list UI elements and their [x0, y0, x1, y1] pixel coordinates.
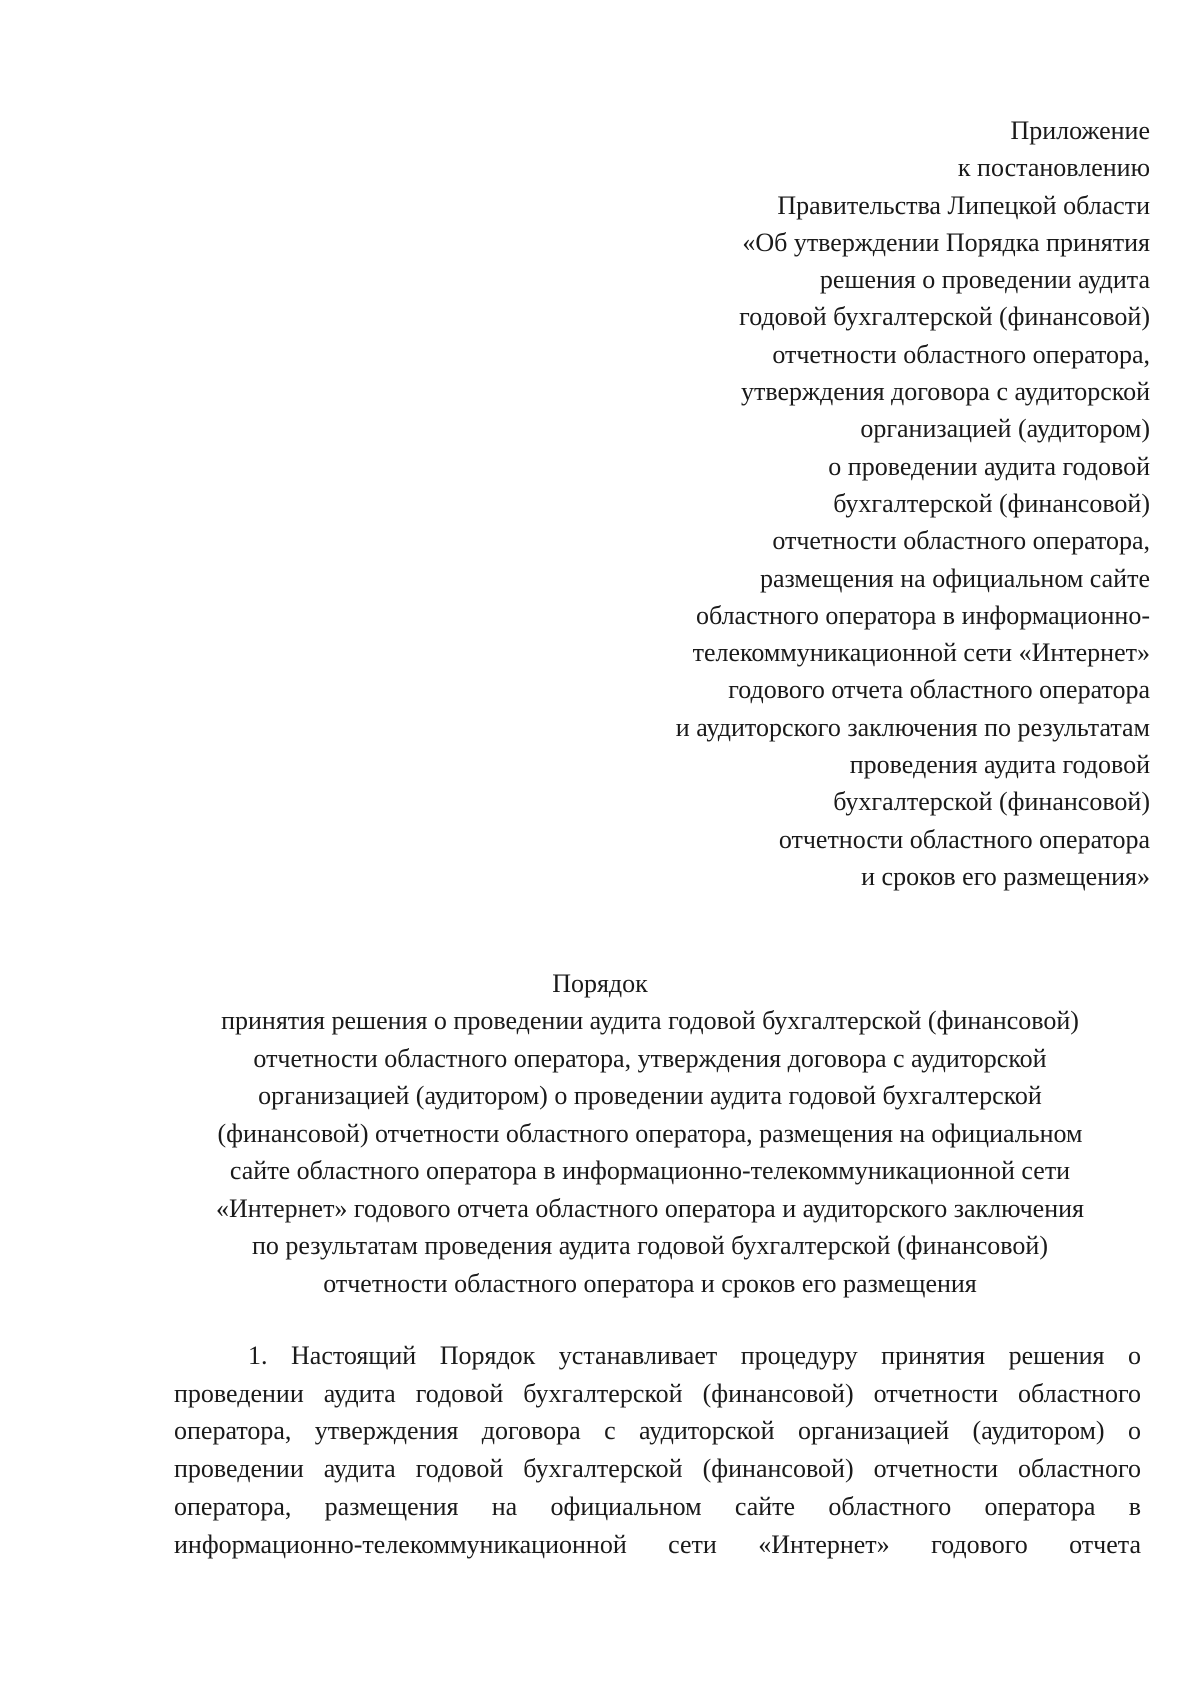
appendix-line: телекоммуникационной сети «Интернет» [692, 638, 1150, 668]
order-title: Порядок [552, 969, 648, 998]
appendix-line: и аудиторского заключения по результатам [675, 712, 1150, 742]
paragraph-line: информационно-телекоммуникационной сети «Интернет» годового отчета [174, 1529, 1141, 1559]
appendix-line: бухгалтерской (финансовой) [833, 488, 1150, 518]
appendix-line: «Об утверждении Порядка принятия [742, 227, 1150, 257]
appendix-line: Приложение [1010, 116, 1150, 145]
order-subtitle-line: принятия решения о проведении аудита годовой бухгалтерской (финансовой) [221, 1006, 1079, 1035]
appendix-line: отчетности областного оператора [778, 824, 1150, 854]
appendix-line: проведения аудита годовой [849, 750, 1150, 780]
appendix-line: годового отчета областного оператора [728, 675, 1150, 705]
paragraph-line: проведении аудита годовой бухгалтерской (финансовой) отчетности областного [174, 1454, 1141, 1484]
paragraph-line: 1. Настоящий Порядок устанавливает процедуру принятия решения о [248, 1341, 1141, 1370]
appendix-line: бухгалтерской (финансовой) [833, 787, 1150, 817]
paragraph-1 [174, 1337, 1141, 1563]
appendix-line: отчетности областного оператора, [772, 526, 1150, 556]
paragraph-line: оператора, утверждения договора с аудиторской организацией (аудитором) о [174, 1416, 1141, 1446]
appendix-header [450, 112, 1150, 895]
order-subtitle [150, 1002, 1150, 1302]
appendix-line: организацией (аудитором) [860, 414, 1150, 444]
appendix-line: и сроков его размещения» [861, 861, 1150, 891]
appendix-line: годовой бухгалтерской (финансовой) [739, 302, 1150, 332]
order-subtitle-line: «Интернет» годового отчета областного оператора и аудиторского заключения [216, 1193, 1084, 1223]
appendix-line: Правительства Липецкой области [777, 190, 1150, 220]
appendix-line: областного оператора в информационно- [696, 600, 1150, 630]
appendix-line: размещения на официальном сайте [759, 563, 1150, 593]
appendix-line: о проведении аудита годовой [828, 451, 1150, 481]
order-subtitle-line: отчетности областного оператора и сроков его размещения [323, 1268, 977, 1298]
appendix-line: утверждения договора с аудиторской [741, 377, 1150, 407]
appendix-line: решения о проведении аудита [819, 265, 1150, 295]
order-subtitle-line: сайте областного оператора в информационно-телекоммуникационной сети [229, 1156, 1071, 1185]
paragraph-line: проведении аудита годовой бухгалтерской (финансовой) отчетности областного [174, 1378, 1141, 1408]
appendix-line: к постановлению [957, 153, 1150, 183]
order-subtitle-line: (финансовой) отчетности областного оператора, размещения на официальном [217, 1118, 1083, 1148]
paragraph-line: оператора, размещения на официальном сайте областного оператора в [174, 1491, 1141, 1521]
order-subtitle-line: отчетности областного оператора, утверждения договора с аудиторской [253, 1043, 1047, 1073]
order-subtitle-line: по результатам проведения аудита годовой бухгалтерской (финансовой) [252, 1231, 1048, 1260]
order-subtitle-line: организацией (аудитором) о проведении аудита годовой бухгалтерской [258, 1081, 1042, 1110]
appendix-line: отчетности областного оператора, [772, 339, 1150, 369]
